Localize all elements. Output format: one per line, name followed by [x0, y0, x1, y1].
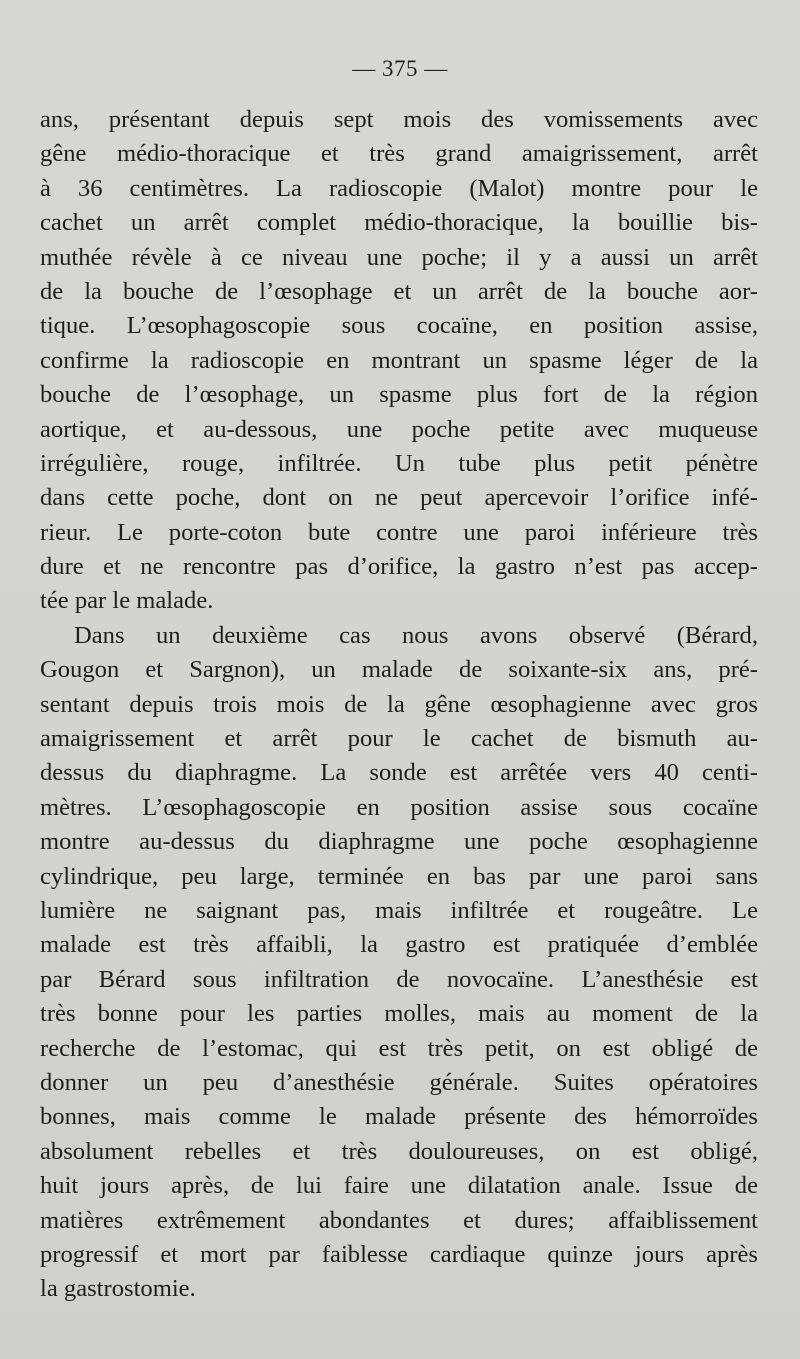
text-line: dessus du diaphragme. La sonde est arrêtée vers 40 centi-	[40, 759, 758, 787]
text-line: ans, présentant depuis sept mois des vomissements avec	[40, 106, 758, 133]
text-line: dans cette poche, dont on ne peut apercevoir l’orifice infé-	[40, 484, 758, 512]
text-line: Gougon et Sargnon), un malade de soixante-six ans, pré-	[40, 656, 758, 684]
text-line: lumière ne saignant pas, mais infiltrée et rougeâtre. Le	[40, 896, 758, 924]
paragraph-1	[40, 103, 758, 619]
text-line: tique. L’œsophagoscopie sous cocaïne, en position assise,	[40, 312, 758, 340]
paragraph-2	[40, 619, 758, 1307]
text-line: dure et ne rencontre pas d’orifice, la gastro n’est pas accep-	[40, 553, 758, 581]
text-line: cylindrique, peu large, terminée en bas par une paroi sans	[40, 862, 758, 890]
text-line: gêne médio-thoracique et très grand amaigrissement, arrêt	[40, 140, 758, 168]
text-line: matières extrêmement abondantes et dures; affaiblissement	[40, 1206, 758, 1234]
text-line: aortique, et au-dessous, une poche petite avec muqueuse	[40, 415, 758, 443]
text-line: la gastrostomie.	[40, 1275, 196, 1303]
text-line: donner un peu d’anesthésie générale. Suites opératoires	[40, 1068, 758, 1096]
text-line: huit jours après, de lui faire une dilatation anale. Issue de	[40, 1172, 758, 1200]
text-line: mètres. L’œsophagoscopie en position assise sous cocaïne	[40, 793, 758, 821]
text-line: Dans un deuxième cas nous avons observé (Bérard,	[74, 621, 758, 649]
text-line: absolument rebelles et très douloureuses, on est obligé,	[40, 1137, 758, 1165]
page-number: — 375 —	[352, 56, 448, 81]
body-text	[40, 103, 758, 1307]
text-line: très bonne pour les parties molles, mais au moment de la	[40, 1000, 758, 1028]
text-line: par Bérard sous infiltration de novocaïne. L’anesthésie est	[40, 965, 758, 993]
text-line: malade est très affaibli, la gastro est pratiquée d’emblée	[40, 931, 758, 959]
text-line: de la bouche de l’œsophage et un arrêt de la bouche aor-	[40, 277, 758, 305]
text-line: muthée révèle à ce niveau une poche; il y a aussi un arrêt	[40, 243, 758, 271]
text-line: irrégulière, rouge, infiltrée. Un tube plus petit pénètre	[40, 449, 758, 477]
text-line: sentant depuis trois mois de la gêne œsophagienne avec gros	[40, 690, 758, 718]
text-line: à 36 centimètres. La radioscopie (Malot) montre pour le	[40, 174, 758, 202]
text-line: progressif et mort par faiblesse cardiaque quinze jours après	[40, 1240, 758, 1268]
text-line: bonnes, mais comme le malade présente des hémorroïdes	[40, 1103, 758, 1131]
text-line: recherche de l’estomac, qui est très petit, on est obligé de	[40, 1034, 758, 1062]
text-line: rieur. Le porte-coton bute contre une paroi inférieure très	[40, 518, 758, 546]
text-line: bouche de l’œsophage, un spasme plus fort de la région	[40, 381, 758, 409]
text-line: confirme la radioscopie en montrant un spasme léger de la	[40, 346, 758, 374]
text-line: amaigrissement et arrêt pour le cachet de bismuth au-	[40, 725, 758, 753]
text-line: cachet un arrêt complet médio-thoracique, la bouillie bis-	[40, 209, 758, 237]
text-line: tée par le malade.	[40, 587, 214, 615]
text-line: montre au-dessus du diaphragme une poche œsophagienne	[40, 828, 758, 856]
